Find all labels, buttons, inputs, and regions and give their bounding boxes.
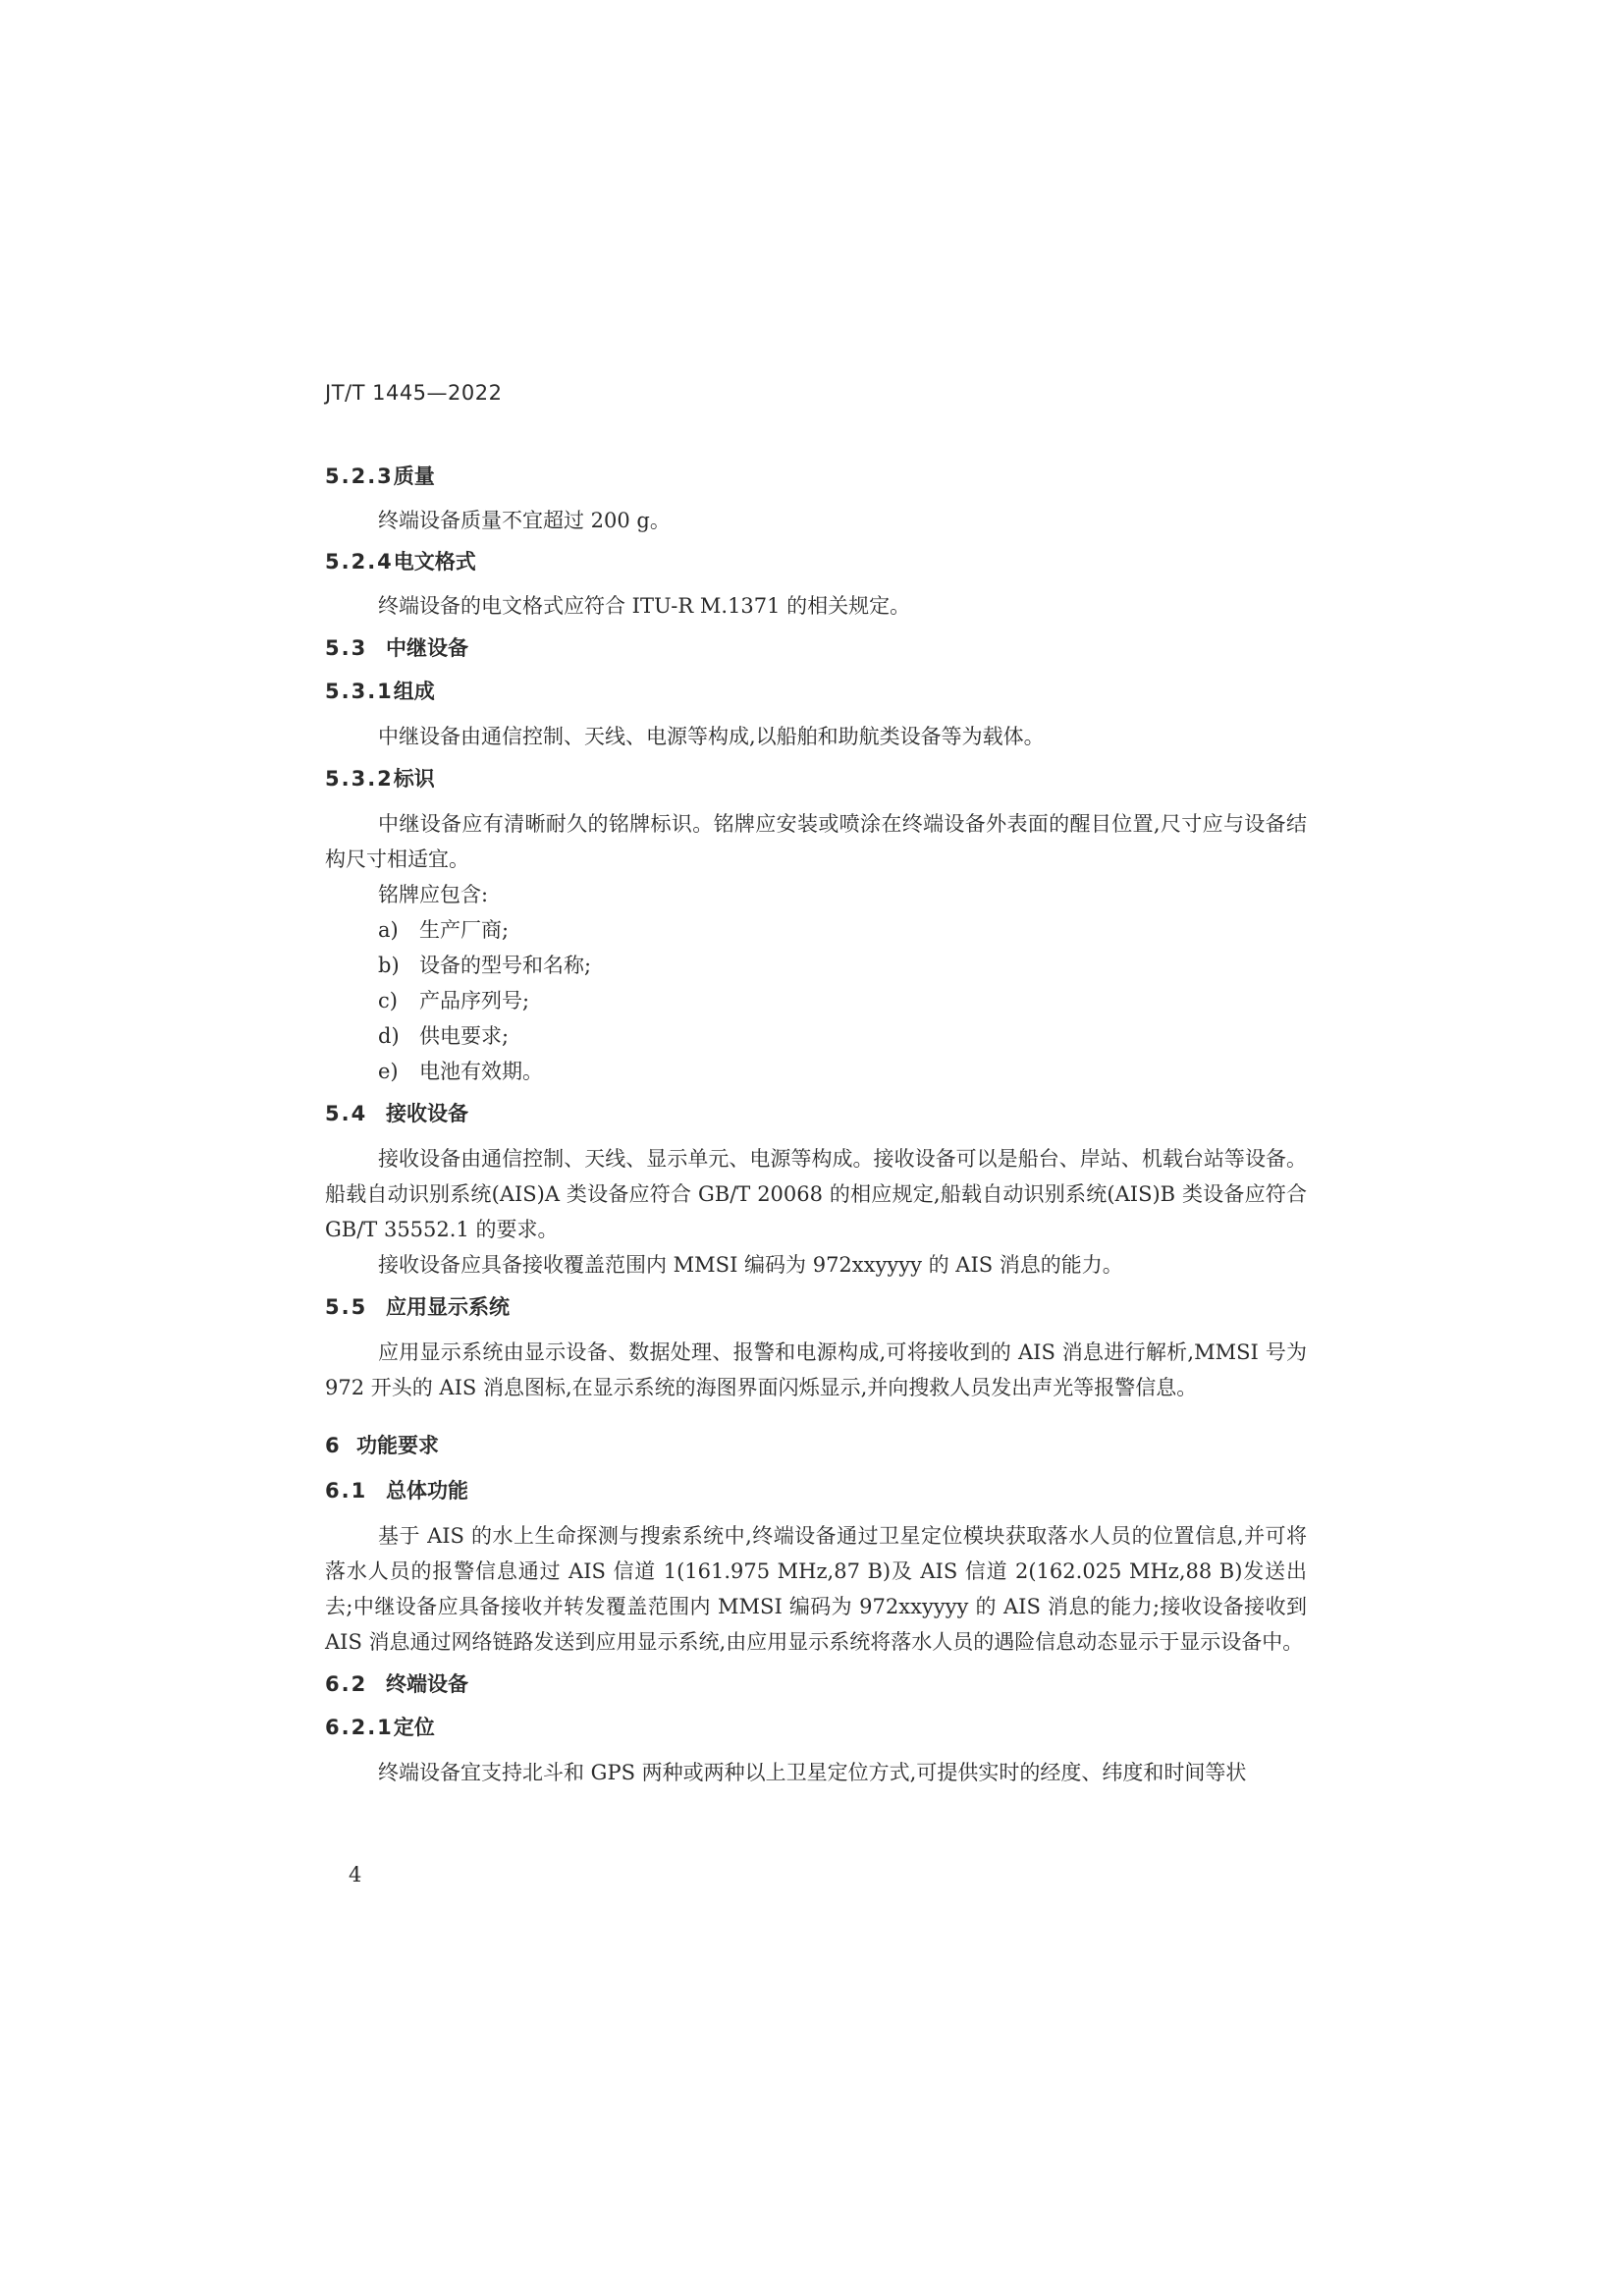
section-number: 6.2 [325,1672,368,1696]
list-item [325,1018,1307,1054]
paragraph: 接收设备应具备接收覆盖范围内 MMSI 编码为 972xxyyyy 的 AIS 消息的能力。 [378,1253,1123,1277]
section-title: 总体功能 [386,1479,468,1503]
paragraph: 铭牌应包含: [378,883,489,906]
paragraph: 终端设备质量不宜超过 200 g。 [378,509,671,532]
list-marker: a) [378,918,399,942]
paragraph: 应用显示系统由显示设备、数据处理、报警和电源构成,可将接收到的 AIS 消息进行解析,MMSI 号为 972 开头的 AIS 消息图标,在显示系统的海图界面闪烁显示,并向搜救人员发出声光等报警信息。 [325,1340,1307,1399]
list-item [325,983,1307,1018]
nameplate-list [325,912,1307,1089]
heading-6-2 [325,1671,1307,1697]
section-title: 功能要求 [356,1434,439,1457]
section-number: 6.1 [325,1479,368,1503]
section-number: 5.5 [325,1295,368,1319]
paragraph: 接收设备由通信控制、天线、显示单元、电源等构成。接收设备可以是船台、岸站、机载台站等设备。船载自动识别系统(AIS)A 类设备应符合 GB/T 20068 的相应规定,船载自动识别系统(AIS)B 类设备应符合 GB/T 35552.1 的要求。 [325,1147,1307,1241]
section-number: 6.2.1 [325,1716,394,1739]
list-item [325,1054,1307,1089]
list-marker: e) [378,1060,399,1083]
section-title: 定位 [393,1716,435,1739]
list-marker: d) [378,1024,400,1048]
document-body [325,450,1307,1790]
heading-6-1 [325,1478,1307,1503]
section-number: 5.2.3 [325,465,394,488]
section-title: 标识 [393,767,435,791]
standard-code-header: JT/T 1445—2022 [325,381,503,405]
section-title: 中继设备 [386,636,468,660]
section-number: 6 [325,1434,342,1457]
paragraph: 终端设备的电文格式应符合 ITU-R M.1371 的相关规定。 [378,594,911,618]
section-number: 5.2.4 [325,550,394,574]
section-title: 应用显示系统 [386,1295,510,1319]
section-number: 5.4 [325,1102,368,1125]
heading-5-3-1 [325,679,1307,704]
list-item [325,912,1307,948]
section-title: 组成 [393,680,435,703]
section-number: 5.3.2 [325,767,394,791]
heading-6 [325,1433,1307,1458]
heading-5-4 [325,1101,1307,1126]
heading-5-3-2 [325,766,1307,792]
section-title: 电文格式 [393,550,476,574]
section-title: 质量 [393,465,435,488]
section-number: 5.3 [325,636,368,660]
heading-5-3 [325,635,1307,661]
paragraph: 基于 AIS 的水上生命探测与搜索系统中,终端设备通过卫星定位模块获取落水人员的位置信息,并可将落水人员的报警信息通过 AIS 信道 1(161.975 MHz,87 B)及 AIS 信道 2(162.025 MHz,88 B)发送出去;中继设备应具备接收并转发覆盖范围内 MMSI 编码为 972xxyyyy 的 AIS 消息的能力;接收设备接收到 AIS 消息通过网络链路发送到应用显示系统,由应用显示系统将落水人员的遇险信息动态显示于显示设备中。 [325,1524,1307,1654]
list-text: 电池有效期。 [419,1060,543,1083]
paragraph: 终端设备宜支持北斗和 GPS 两种或两种以上卫星定位方式,可提供实时的经度、纬度和时间等状 [378,1761,1247,1784]
section-title: 接收设备 [386,1102,468,1125]
page-number: 4 [349,1863,362,1886]
section-title: 终端设备 [386,1672,468,1696]
list-text: 设备的型号和名称; [419,954,592,977]
list-text: 生产厂商; [419,918,510,942]
list-marker: c) [378,989,398,1012]
list-marker: b) [378,954,400,977]
section-number: 5.3.1 [325,680,394,703]
list-text: 供电要求; [419,1024,510,1048]
heading-6-2-1 [325,1715,1307,1740]
heading-5-5 [325,1294,1307,1320]
list-text: 产品序列号; [419,989,530,1012]
paragraph: 中继设备应有清晰耐久的铭牌标识。铭牌应安装或喷涂在终端设备外表面的醒目位置,尺寸应与设备结构尺寸相适宜。 [325,812,1307,871]
paragraph: 中继设备由通信控制、天线、电源等构成,以船舶和助航类设备等为载体。 [378,725,1045,748]
heading-5-2-4 [325,549,1307,574]
heading-5-2-3 [325,464,1307,489]
list-item [325,948,1307,983]
